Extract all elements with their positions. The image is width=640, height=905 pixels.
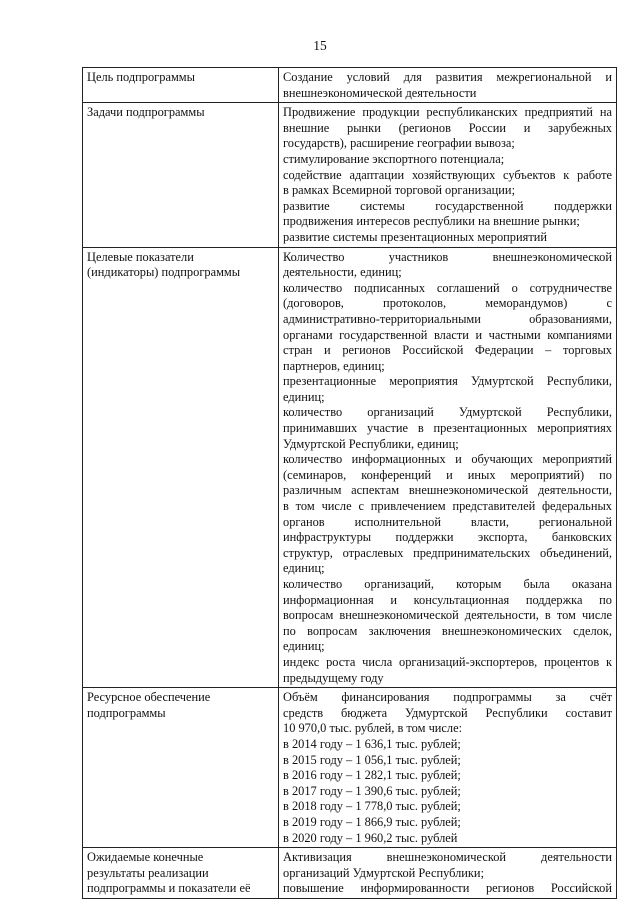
- row-value-line: организаций Удмуртской Республики;: [283, 865, 485, 880]
- row-value-line: в рамках Всемирной торговой организации;: [283, 183, 516, 198]
- row-label-cell: [83, 103, 279, 247]
- row-value-cell: [279, 68, 617, 103]
- row-label-line: Цель подпрограммы: [87, 70, 195, 84]
- row-label-line: Ожидаемые конечные: [87, 850, 204, 865]
- row-value-line: государств), расширение географии вывоза;: [283, 136, 515, 151]
- row-value-line: в 2015 году – 1 056,1 тыс. рублей;: [283, 752, 461, 767]
- row-value-cell: [279, 688, 617, 848]
- row-label-line: Ресурсное обеспечение: [87, 690, 211, 705]
- row-value-line: количество подписанных соглашений о сотрудничестве: [283, 280, 612, 295]
- row-value-line: в 2019 году – 1 866,9 тыс. рублей;: [283, 814, 461, 829]
- row-value-line: в том числе с привлечением представителей федеральных: [283, 499, 612, 514]
- row-value-line: количество информационных и обучающих мероприятий: [283, 452, 612, 467]
- row-value-line: Создание условий для развития межрегиональной и: [283, 70, 612, 84]
- row-value-line: в 2020 году – 1 960,2 тыс. рублей: [283, 830, 458, 845]
- row-value-line: органами государственной власти и частными компаниями: [283, 327, 612, 342]
- row-value-line: продвижения интересов республики на внешние рынки;: [283, 214, 580, 229]
- row-value-line: развитие системы презентационных мероприятий: [283, 229, 547, 244]
- row-value-line: партнеров, единиц;: [283, 358, 385, 373]
- row-value-line: единиц;: [283, 561, 325, 576]
- table-row-expected-results: [83, 848, 617, 899]
- table-row-resource-provision: [83, 688, 617, 848]
- row-value-cell: [279, 103, 617, 247]
- row-value-line: 10 970,0 тыс. рублей, в том числе:: [283, 721, 463, 736]
- row-value-line: индекс роста числа организаций-экспортеров, процентов к: [283, 654, 612, 669]
- row-value-line: деятельности, единиц;: [283, 265, 402, 280]
- row-value-line: Продвижение продукции республиканских предприятий на: [283, 105, 612, 120]
- row-value-line: принимавших участие в презентационных мероприятиях: [283, 421, 612, 436]
- row-value-line: органов исполнительной власти, региональной: [283, 514, 612, 529]
- table-row-target-indicators: [83, 247, 617, 688]
- row-value-cell: [279, 247, 617, 688]
- row-value-line: внешние рынки (регионов России и зарубежных: [283, 120, 612, 135]
- row-value-line: в 2017 году – 1 390,6 тыс. рублей;: [283, 783, 461, 798]
- row-value-line: количество организаций Удмуртской Республики,: [283, 405, 612, 420]
- row-label-line: Задачи подпрограммы: [87, 105, 205, 120]
- row-value-line: по вопросам заключения внешнеэкономических сделок,: [283, 623, 612, 638]
- row-label-cell: [83, 688, 279, 848]
- row-value-line: предыдущему году: [283, 670, 384, 685]
- row-value-line: презентационные мероприятия Удмуртской Республики,: [283, 374, 612, 389]
- row-value-line: стимулирование экспортного потенциала;: [283, 151, 505, 166]
- row-value-line: Удмуртской Республики, единиц;: [283, 436, 459, 451]
- row-value-line: в 2018 году – 1 778,0 тыс. рублей;: [283, 799, 461, 814]
- row-value-line: инфраструктуры поддержки экспорта, банковских: [283, 530, 612, 545]
- row-label-line: подпрограммы: [87, 705, 166, 720]
- row-value-line: единиц;: [283, 639, 325, 654]
- row-value-line: количество организаций, которым была оказана: [283, 577, 612, 591]
- row-label-cell: [83, 68, 279, 103]
- row-value-line: Активизация внешнеэкономической деятельности: [283, 850, 612, 865]
- row-value-line: информационная и консультационная поддержка по: [283, 592, 612, 607]
- row-value-line: единиц;: [283, 389, 325, 404]
- row-value-line: (семинаров, конференций и иных мероприятий) по: [283, 467, 612, 482]
- row-value-line: внешнеэкономической деятельности: [283, 85, 477, 100]
- row-value-cell: [279, 848, 617, 899]
- table-row-goal: [83, 68, 617, 103]
- row-value-line: административно-территориальными образованиями,: [283, 311, 612, 326]
- row-value-line: повышение информированности регионов Российской: [283, 881, 612, 896]
- subprogram-passport-table: [82, 67, 617, 899]
- table-row-tasks: [83, 103, 617, 247]
- row-value-line: стран и регионов Российской Федерации – торговых: [283, 343, 612, 358]
- row-value-line: содействие адаптации хозяйствующих субъектов к работе: [283, 167, 612, 182]
- row-value-line: вопросам внешнеэкономической деятельности, в том числе: [283, 608, 612, 623]
- row-label-line: (индикаторы) подпрограммы: [87, 265, 241, 280]
- row-value-line: развитие системы государственной поддержки: [283, 198, 612, 213]
- row-value-line: в 2014 году – 1 636,1 тыс. рублей;: [283, 736, 461, 751]
- row-label-line: Целевые показатели: [87, 249, 194, 264]
- row-value-line: структур, отраслевых предпринимательских объединений,: [283, 545, 612, 560]
- row-label-cell: [83, 247, 279, 688]
- row-value-line: средств бюджета Удмуртской Республики составит: [283, 705, 612, 720]
- row-value-line: Объём финансирования подпрограммы за счёт: [283, 690, 612, 705]
- row-value-line: различным аспектам внешнеэкономической деятельности,: [283, 483, 612, 498]
- row-label-line: подпрограммы и показатели её: [87, 881, 251, 896]
- row-value-line: Количество участников внешнеэкономической: [283, 249, 612, 264]
- row-value-line: (договоров, протоколов, меморандумов) с: [283, 296, 612, 311]
- page-number: 15: [313, 38, 327, 53]
- row-label-line: результаты реализации: [87, 865, 209, 880]
- row-label-cell: [83, 848, 279, 899]
- row-value-line: в 2016 году – 1 282,1 тыс. рублей;: [283, 768, 461, 783]
